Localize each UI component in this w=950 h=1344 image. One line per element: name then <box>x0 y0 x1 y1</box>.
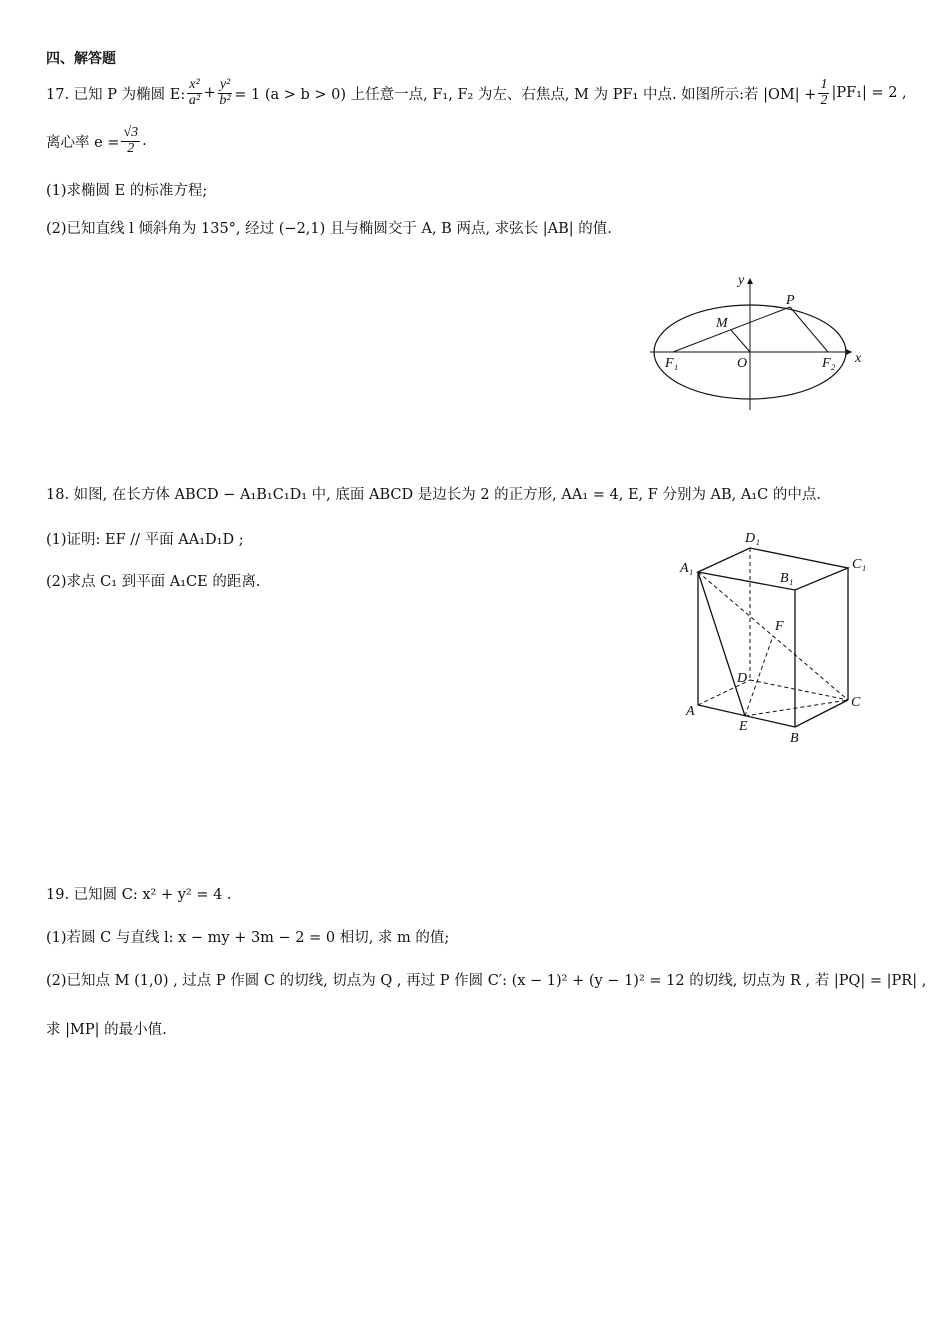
numerator: √3 <box>123 125 139 140</box>
q18-part2: (2)求点 C₁ 到平面 A₁CE 的距离. <box>46 574 261 590</box>
segment-F1P <box>673 307 790 352</box>
label-F: F <box>775 619 784 634</box>
q17-part1: (1)求椭圆 E 的标准方程; <box>46 183 208 199</box>
denominator: 2 <box>127 140 135 156</box>
section-title: 四、解答题 <box>46 51 116 67</box>
q18-part1: (1)证明: EF // 平面 AA₁D₁D ; <box>46 532 244 548</box>
label-F2: F₂ <box>822 356 836 371</box>
plus-sign: + <box>203 85 216 102</box>
segment-PF2 <box>790 307 828 352</box>
q17-text: = 1 (a > b > 0) 上任意一点, F₁, F₂ 为左、右焦点, M 为 PF₁ 中点. 如图所示:若 |OM| + <box>234 86 817 103</box>
x-axis-arrow-icon <box>846 349 852 355</box>
segment-A1E <box>698 572 748 716</box>
cuboid-figure <box>698 548 848 727</box>
numerator: y² <box>219 77 231 92</box>
label-x: x <box>855 351 862 366</box>
denominator: 2 <box>820 92 828 108</box>
label-P: P <box>786 293 795 308</box>
q17-text: 17. 已知 P 为椭圆 E: <box>46 86 186 103</box>
edge-DC <box>750 680 848 700</box>
q17-part2: (2)已知直线 l 倾斜角为 135°, 经过 (−2,1) 且与椭圆交于 A, B 两点, 求弦长 |AB| 的值. <box>46 221 612 237</box>
y-axis-arrow-icon <box>747 278 753 284</box>
label-B1: B₁ <box>780 571 794 586</box>
q19-stem: 19. 已知圆 C: x² + y² = 4 . <box>46 887 232 903</box>
q19-part1: (1)若圆 C 与直线 l: x − my + 3m − 2 = 0 相切, 求 m 的值; <box>46 930 450 946</box>
numerator: 1 <box>820 77 828 92</box>
label-M: M <box>716 316 728 331</box>
q19-part2: (2)已知点 M (1,0) , 过点 P 作圆 C 的切线, 切点为 Q , 再过 P 作圆 C′: (x − 1)² + (y − 1)² = 12 的切线, 切点为 R , 若 |PQ| = |PR| , <box>46 973 927 989</box>
denominator: a² <box>188 92 201 108</box>
label-E: E <box>739 719 748 734</box>
label-O: O <box>737 356 748 371</box>
label-F1: F₁ <box>665 356 679 371</box>
label-y: y <box>738 273 745 288</box>
label-B: B <box>790 731 799 746</box>
q17-text: . <box>142 133 147 150</box>
numerator: x² <box>189 77 200 92</box>
label-A: A <box>686 704 695 719</box>
segment-MO <box>731 330 750 352</box>
q18-stem: 18. 如图, 在长方体 ABCD − A₁B₁C₁D₁ 中, 底面 ABCD 是边长为 2 的正方形, AA₁ = 4, E, F 分别为 AB, A₁C 的中点. <box>46 487 821 503</box>
q19-part2-cont: 求 |MP| 的最小值. <box>46 1022 167 1038</box>
label-D: D <box>737 671 748 686</box>
q17-text: |PF₁| = 2 , <box>831 85 907 102</box>
q17-text: 离心率 e = <box>46 134 120 151</box>
label-D1: D₁ <box>745 531 760 546</box>
label-C: C <box>851 695 861 710</box>
segment-EF <box>745 636 773 716</box>
denominator: b² <box>219 92 231 108</box>
label-C1: C₁ <box>852 557 867 572</box>
top-face <box>698 548 848 590</box>
label-A1: A₁ <box>680 561 694 576</box>
